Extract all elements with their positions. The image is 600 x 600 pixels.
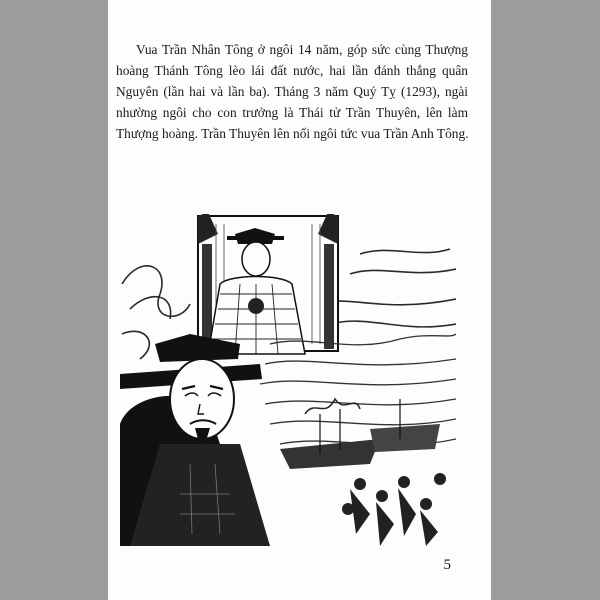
general-portrait [120,334,270,546]
book-page [108,0,491,600]
king-on-throne [198,214,338,354]
soldiers-battle [342,473,446,546]
text-line: nhường ngôi cho con trưởng là Thái tử Trần Thuyên, lên làm [116,105,468,120]
text-line: Nguyên (lần hai và lần ba). Tháng 3 năm Quý Tỵ (1293), ngài [116,84,468,99]
text-line: Thượng hoàng. Trần Thuyên lên nối ngôi tức vua Trần Anh Tông. [116,126,469,141]
body-paragraph [116,39,468,144]
burning-ships [280,399,440,469]
text-line: hoàng Thánh Tông lèo lái đất nước, hai lần đánh thắng quân [116,63,468,78]
illustration [120,214,456,546]
text-line: Vua Trần Nhân Tông ở ngôi 14 năm, góp sức cùng Thượng [136,42,468,57]
page-number: 5 [443,557,451,573]
